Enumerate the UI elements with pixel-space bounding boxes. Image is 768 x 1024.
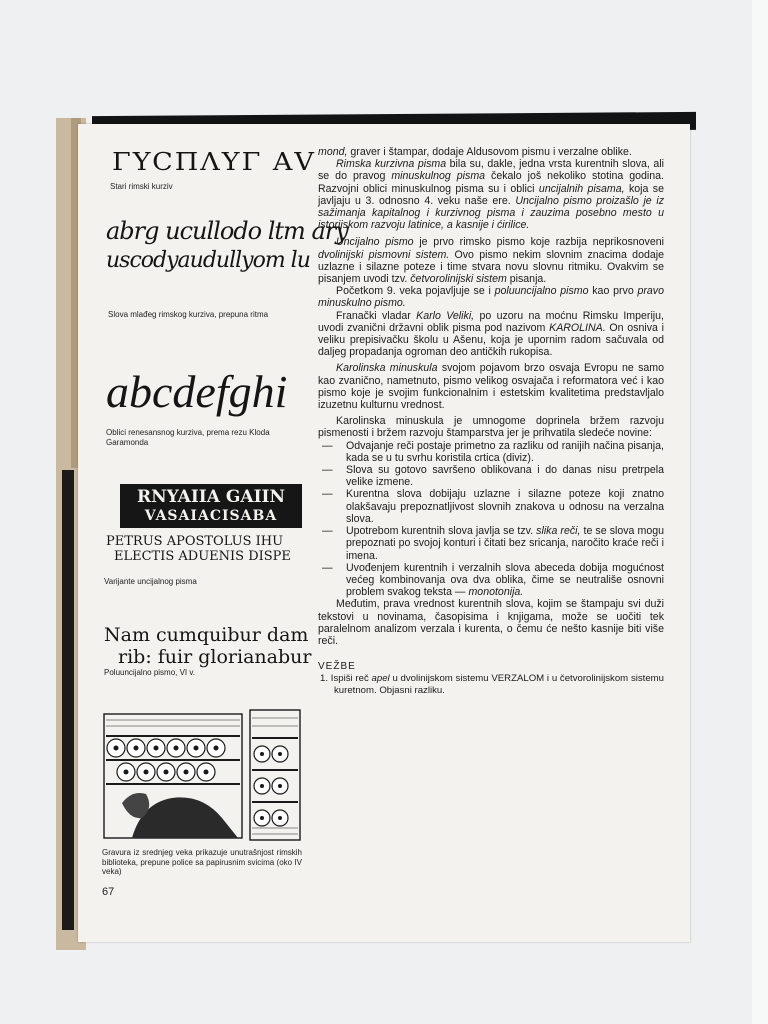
list-item: — Slova su gotovo savršeno oblikovana i do danas nisu pretrpela velike izmene. (318, 464, 664, 488)
paragraph (318, 146, 664, 158)
text-run: Karolinska minuskula je umnogome doprinela bržem razvoju pismenosti i bržem razvoju štamparstva jer je prihvatila sledeće novine: (318, 415, 664, 440)
caption-half-uncial: Poluuncijalno pismo, VI v. (104, 668, 196, 677)
library-engraving (102, 708, 302, 842)
specimen-line: PETRUS APOSTOLUS IHU (106, 534, 284, 549)
text-run: Početkom 9. veka pojavljuje se i (336, 285, 495, 298)
paragraph (318, 415, 664, 439)
italic-term: Uncijalno pismo proizašlo je iz sažimanja kapitalnog i kurzivnog pisma i zauzima posebno mesto u istorijskom razvoju latinice, a kasnije i ćirilice. (318, 194, 664, 232)
specimen-late-roman-cursive (106, 216, 348, 276)
italic-term: apel (371, 673, 390, 685)
specimen-line: RNYAIIA GAIIN (136, 487, 286, 507)
italic-term: minuskulnog pisma (391, 170, 486, 183)
text-run: On osniva i veliku prepisivačku školu u Ašenu, koja je upornim radom sačuvala od daljeg propadanja ogroman deo antičkih rukopisa. (318, 321, 664, 359)
text-run: Ispiši reč (330, 673, 372, 685)
text-run: je prvo rimsko pismo koje razbija neprikosnoveni (413, 236, 664, 249)
caption-uncial-variants: Varijante uncijalnog pisma (104, 577, 197, 586)
italic-term: mond, (318, 146, 348, 158)
exercise-number: 1. (320, 673, 329, 685)
text-run: graver i štampar, dodaje Aldusovom pismu i verzalne oblike. (347, 146, 632, 158)
caption-renaissance-cursive: Oblici renesansnog kurziva, prema rezu Kloda Garamonda (106, 428, 270, 447)
caption-old-roman-cursive: Stari rimski kurziv (110, 182, 173, 191)
exercise-item (318, 673, 664, 697)
text-run: Upotrebom kurentnih slova javlja se tzv. (346, 525, 537, 538)
specimen-half-uncial (104, 624, 310, 668)
uncial-block (120, 484, 302, 528)
text-run: Franački vladar (336, 309, 417, 322)
text-run: koja se javljaju u 3. odnosno 4. veku naše ere. (318, 182, 664, 207)
innovations-list (318, 440, 664, 599)
specimen-line: uscodyaudullyom lu (106, 248, 310, 273)
italic-term: Karolinska minuskula (336, 362, 438, 375)
paragraph (318, 236, 664, 285)
text-run: u dvolinijskom sistemu VERZALOM i u četvorolinijskom sistemu kuretnom. Objasni razliku. (334, 673, 664, 697)
page-number: 67 (102, 886, 115, 898)
italic-term: slika reči, (536, 525, 581, 538)
paragraph (318, 285, 664, 309)
list-item (318, 562, 664, 599)
text-run: čekalo još nekoliko stotina godina. Razvojni oblici minuskulnog pisma su i oblici (318, 170, 664, 195)
specimen-line: Nam cumquibur dam (104, 624, 309, 646)
text-run: Uvođenjem kurentnih i verzalnih slova abeceda dobija mogućnost većeg kombinovanja ova dva oblika, čime se neutrališe osnovni problem svakog teksta — (346, 561, 664, 599)
caption-library-engraving: Gravura iz srednjeg veka prikazuje unutrašnjost rimskih biblioteka, prepune police sa papirusnim svicima (oko IV veka) (102, 848, 302, 876)
specimen-line: VASAIACISABA (144, 508, 278, 524)
text-run: te se slova mogu prepoznati po svojoj konturi i čitati bez sricanja, naročito kraće reči i imena. (346, 525, 664, 562)
text-run: po uzoru na moćnu Rimsku Imperiju, uvodi zvanični državni oblik pisma pod nazivom (318, 309, 664, 334)
italic-term: KAROLINA. (549, 321, 606, 334)
italic-term: dvolinijski pismovni sistem. (318, 248, 450, 261)
paragraph (318, 310, 664, 359)
text-run: bila su, dakle, jedna vrsta kurentnih slova, ali se do pravog (318, 158, 664, 183)
specimen-old-roman-cursive (112, 148, 316, 178)
list-item: — Kurentna slova dobijaju uzlazne i silazne poteze koji znatno olakšavaju prepoznatljivost slovnih znakova u odnosu na verzalna slova. (318, 488, 664, 525)
paragraph (318, 158, 664, 231)
specimen-line: rib: fuir glorianabur (118, 646, 312, 668)
italic-term: uncijalnih pisama, (538, 182, 625, 195)
italic-term: četvorolinijski sistem (410, 273, 507, 286)
italic-term: poluuncijalno pismo (494, 285, 589, 298)
specimen-text: ΓYCΠΛΥΓ ΑV (112, 148, 316, 177)
italic-term: monotonija. (468, 586, 524, 599)
exercises-heading: VEŽBE (318, 661, 356, 673)
spine-binding (62, 470, 74, 930)
text-run: pisanja. (506, 273, 547, 286)
text-run: Ovo pismo nekim slovnim znacima dodaje uzlazne i silazne poteze i time stvara novu slovnu ritmiku. Ovakvim se pisanjem uvodi tzv. (318, 248, 664, 286)
specimen-line: abrg ucullodo ltm ary (106, 217, 348, 245)
specimen-renaissance-cursive: abcdefghi (106, 366, 288, 417)
specimen-line: ELECTIS ADUENIS DISPE (114, 549, 291, 564)
italic-term: Uncijalno pismo (336, 236, 414, 249)
scan-background-edge (752, 0, 768, 1024)
caption-late-roman-cursive: Slova mlađeg rimskog kurziva, prepuna ritma (108, 310, 269, 319)
paragraph (318, 362, 664, 411)
text-run: svojom pojavom brzo osvaja Evropu ne samo kao zvanično, nametnuto, pismo velikog osvajača i reformatora već i kao pismo koje je svojim funkcionalnim i estetskim kvalitetima predstavljalo izuzetnu kulturnu vrednost. (318, 362, 664, 412)
list-item (318, 525, 664, 562)
text-run: kao prvo (588, 285, 638, 298)
text-run: Međutim, prava vrednost kurentnih slova, kojim se štampaju svi duži tekstovi u novinama, časopisima i knjigama, može se uočiti tek paralelnom analizom verzala i kurenta, o čemu će nešto kasnije biti više reči. (318, 598, 664, 647)
italic-term: pravo minuskulno pismo. (318, 285, 664, 310)
body-text-column (318, 146, 664, 906)
specimen-uncial-variants (106, 484, 306, 564)
italic-term: Rimska kurzivna pisma (336, 158, 447, 171)
paragraph (318, 598, 664, 647)
italic-term: Karlo Veliki, (416, 309, 475, 322)
list-item: — Odvajanje reči postaje primetno za razliku od ranijih načina pisanja, kada se u tu svrhu koristila crtica (diviz). (318, 440, 664, 464)
